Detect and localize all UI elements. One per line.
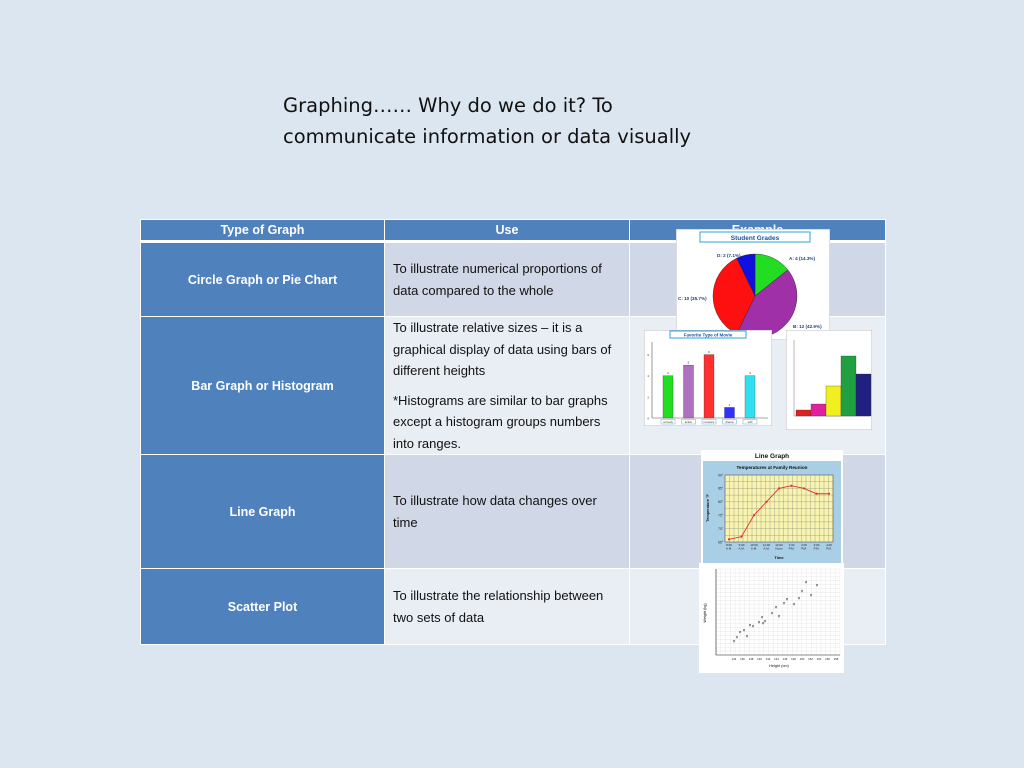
- graph-type-cell: Circle Graph or Pie Chart: [141, 242, 385, 317]
- line-x-tick: 3:00 P.M.: [813, 543, 820, 551]
- line-graph-image: [701, 450, 843, 565]
- bar: [704, 355, 714, 418]
- scatter-plot-image: [699, 563, 844, 673]
- line-point: [803, 487, 805, 489]
- line-x-tick: 4:00 P.M.: [826, 543, 832, 551]
- pie-slice-label: B: 12 (42.9%): [793, 324, 822, 329]
- bar-chart-image: [644, 330, 772, 426]
- use-text: To illustrate numerical proportions of data compared to the whole: [393, 261, 602, 298]
- bar: [725, 407, 735, 418]
- scatter-x-tick: 148: [791, 657, 796, 661]
- bar-value-label: 4: [749, 371, 751, 376]
- scatter-point: ×: [760, 615, 764, 621]
- histogram-bar: [811, 404, 826, 416]
- line-x-tick: 2:00 P.M.: [801, 543, 807, 551]
- scatter-x-label: Height (cm): [769, 664, 789, 668]
- line-graph-y-label: Temperature °F: [706, 494, 710, 522]
- scatter-point: ×: [770, 611, 774, 617]
- bar-y-tick: 6: [647, 353, 649, 358]
- use-text: To illustrate relative sizes – it is a graphical display of data using bars of different heights: [393, 320, 612, 378]
- histogram-bar: [856, 374, 871, 416]
- scatter-point: ×: [757, 620, 761, 626]
- scatter-x-tick: 134: [731, 657, 737, 661]
- scatter-x-tick: 136: [740, 657, 745, 661]
- scatter-x-tick: 142: [765, 657, 771, 661]
- graph-type-cell: Scatter Plot: [141, 569, 385, 645]
- scatter-point: ×: [732, 639, 736, 645]
- line-x-tick: 11:00 A.M.: [762, 543, 771, 551]
- scatter-point: ×: [815, 583, 819, 589]
- slide-title: [283, 90, 753, 152]
- scatter-y-label: Weight (kg): [703, 603, 707, 623]
- bar: [663, 376, 673, 418]
- slide-title-line-2: communicate information or data visually: [283, 125, 692, 148]
- line-point: [790, 485, 792, 487]
- graph-use-cell: [385, 317, 630, 455]
- bar-value-label: 5: [687, 360, 690, 365]
- bar-value-label: 4: [667, 371, 669, 376]
- line-point: [740, 536, 742, 538]
- scatter-x-tick: 158: [833, 657, 839, 661]
- scatter-point: ×: [745, 634, 749, 640]
- scatter-point: ×: [777, 614, 781, 620]
- histogram-bar: [826, 386, 841, 416]
- histogram-bar: [841, 356, 856, 416]
- slide-title-line-1: Graphing…… Why do we do it? To: [283, 94, 613, 117]
- scatter-x-tick: 156: [825, 657, 830, 661]
- scatter-x-tick: 152: [808, 657, 813, 661]
- scatter-x-tick: 154: [816, 657, 822, 661]
- graph-type-cell: Line Graph: [141, 455, 385, 569]
- use-text: To illustrate how data changes over time: [393, 493, 597, 530]
- header-use: Use: [385, 220, 630, 242]
- bar-category-label: comedy: [663, 420, 673, 424]
- scatter-x-tick: 150: [799, 657, 805, 661]
- line-x-tick: 1:00 P.M.: [788, 543, 795, 551]
- line-x-tick: 12:00 Noon: [775, 543, 783, 551]
- scatter-x-tick: 140: [757, 657, 762, 661]
- scatter-x-tick: 144: [774, 657, 779, 661]
- line-x-tick: 10:00 A.M.: [750, 543, 758, 551]
- line-y-tick: 80°: [718, 500, 723, 505]
- graph-use-cell: [385, 455, 630, 569]
- pie-chart-title: Student Grades: [730, 235, 780, 242]
- use-text: To illustrate the relationship between two sets of data: [393, 588, 604, 625]
- scatter-x-tick: 138: [748, 657, 754, 661]
- bar-y-tick: 4: [647, 374, 649, 379]
- line-y-tick: 65°: [718, 540, 723, 545]
- graph-type-cell: Bar Graph or Histogram: [141, 317, 385, 455]
- line-graph-title: Line Graph: [754, 453, 790, 460]
- scatter-point: ×: [751, 624, 755, 630]
- line-point: [728, 538, 730, 540]
- scatter-point: ×: [761, 621, 765, 627]
- use-text: *Histograms are similar to bar graphs except a histogram groups numbers into ranges.: [393, 392, 608, 451]
- graph-use-cell: [385, 242, 630, 317]
- header-type-of-graph: Type of Graph: [141, 220, 385, 242]
- histogram-bar: [796, 410, 811, 416]
- bar-value-label: 1: [728, 402, 731, 407]
- line-x-tick: 9:00 A.M.: [738, 543, 745, 551]
- graph-use-cell: [385, 569, 630, 645]
- bar-y-tick: 2: [647, 395, 649, 400]
- scatter-point: ×: [742, 628, 746, 634]
- scatter-point: ×: [800, 589, 804, 595]
- line-point: [778, 487, 780, 489]
- line-point: [815, 493, 817, 495]
- bar: [684, 365, 694, 418]
- line-y-tick: 70°: [718, 526, 723, 531]
- bar-value-label: 6: [708, 350, 710, 355]
- pie-slice-label: A: 4 (14.3%): [789, 256, 816, 261]
- line-point: [753, 514, 755, 516]
- pie-slice-label: D: 2 (7.1%): [717, 253, 741, 258]
- scatter-point: ×: [763, 619, 767, 625]
- bar-category-label: action: [684, 420, 693, 424]
- pie-slice-label: C: 10 (35.7%): [678, 296, 707, 301]
- line-point: [765, 501, 767, 503]
- scatter-point: ×: [797, 596, 801, 602]
- line-graph-x-label: Time: [774, 555, 784, 560]
- scatter-x-tick: 146: [782, 657, 788, 661]
- scatter-point: ×: [748, 623, 752, 629]
- line-graph-subtitle: Temperatures at Family Reunion: [736, 465, 808, 470]
- bar-category-label: scifi: [747, 420, 753, 424]
- bar-y-tick: 0: [647, 416, 649, 421]
- bar-category-label: romance: [703, 420, 715, 424]
- line-y-tick: 85°: [718, 486, 723, 491]
- bar: [745, 376, 755, 418]
- scatter-point: ×: [809, 593, 813, 599]
- pie-chart-image: [676, 229, 830, 340]
- scatter-point: ×: [735, 635, 739, 641]
- scatter-point: ×: [774, 605, 778, 611]
- scatter-point: ×: [738, 630, 742, 636]
- scatter-point: ×: [782, 601, 786, 607]
- line-point: [828, 493, 830, 495]
- bar-chart-title: Favorite Type of Movie: [683, 332, 733, 338]
- line-x-tick: 8:00 A.M.: [725, 543, 733, 551]
- line-y-tick: 75°: [718, 513, 723, 518]
- scatter-point: ×: [792, 602, 796, 608]
- scatter-point: ×: [785, 597, 789, 603]
- line-y-tick: 90°: [718, 473, 723, 478]
- bar-category-label: drama: [725, 420, 734, 424]
- scatter-point: ×: [804, 580, 808, 586]
- histogram-image: [786, 330, 872, 430]
